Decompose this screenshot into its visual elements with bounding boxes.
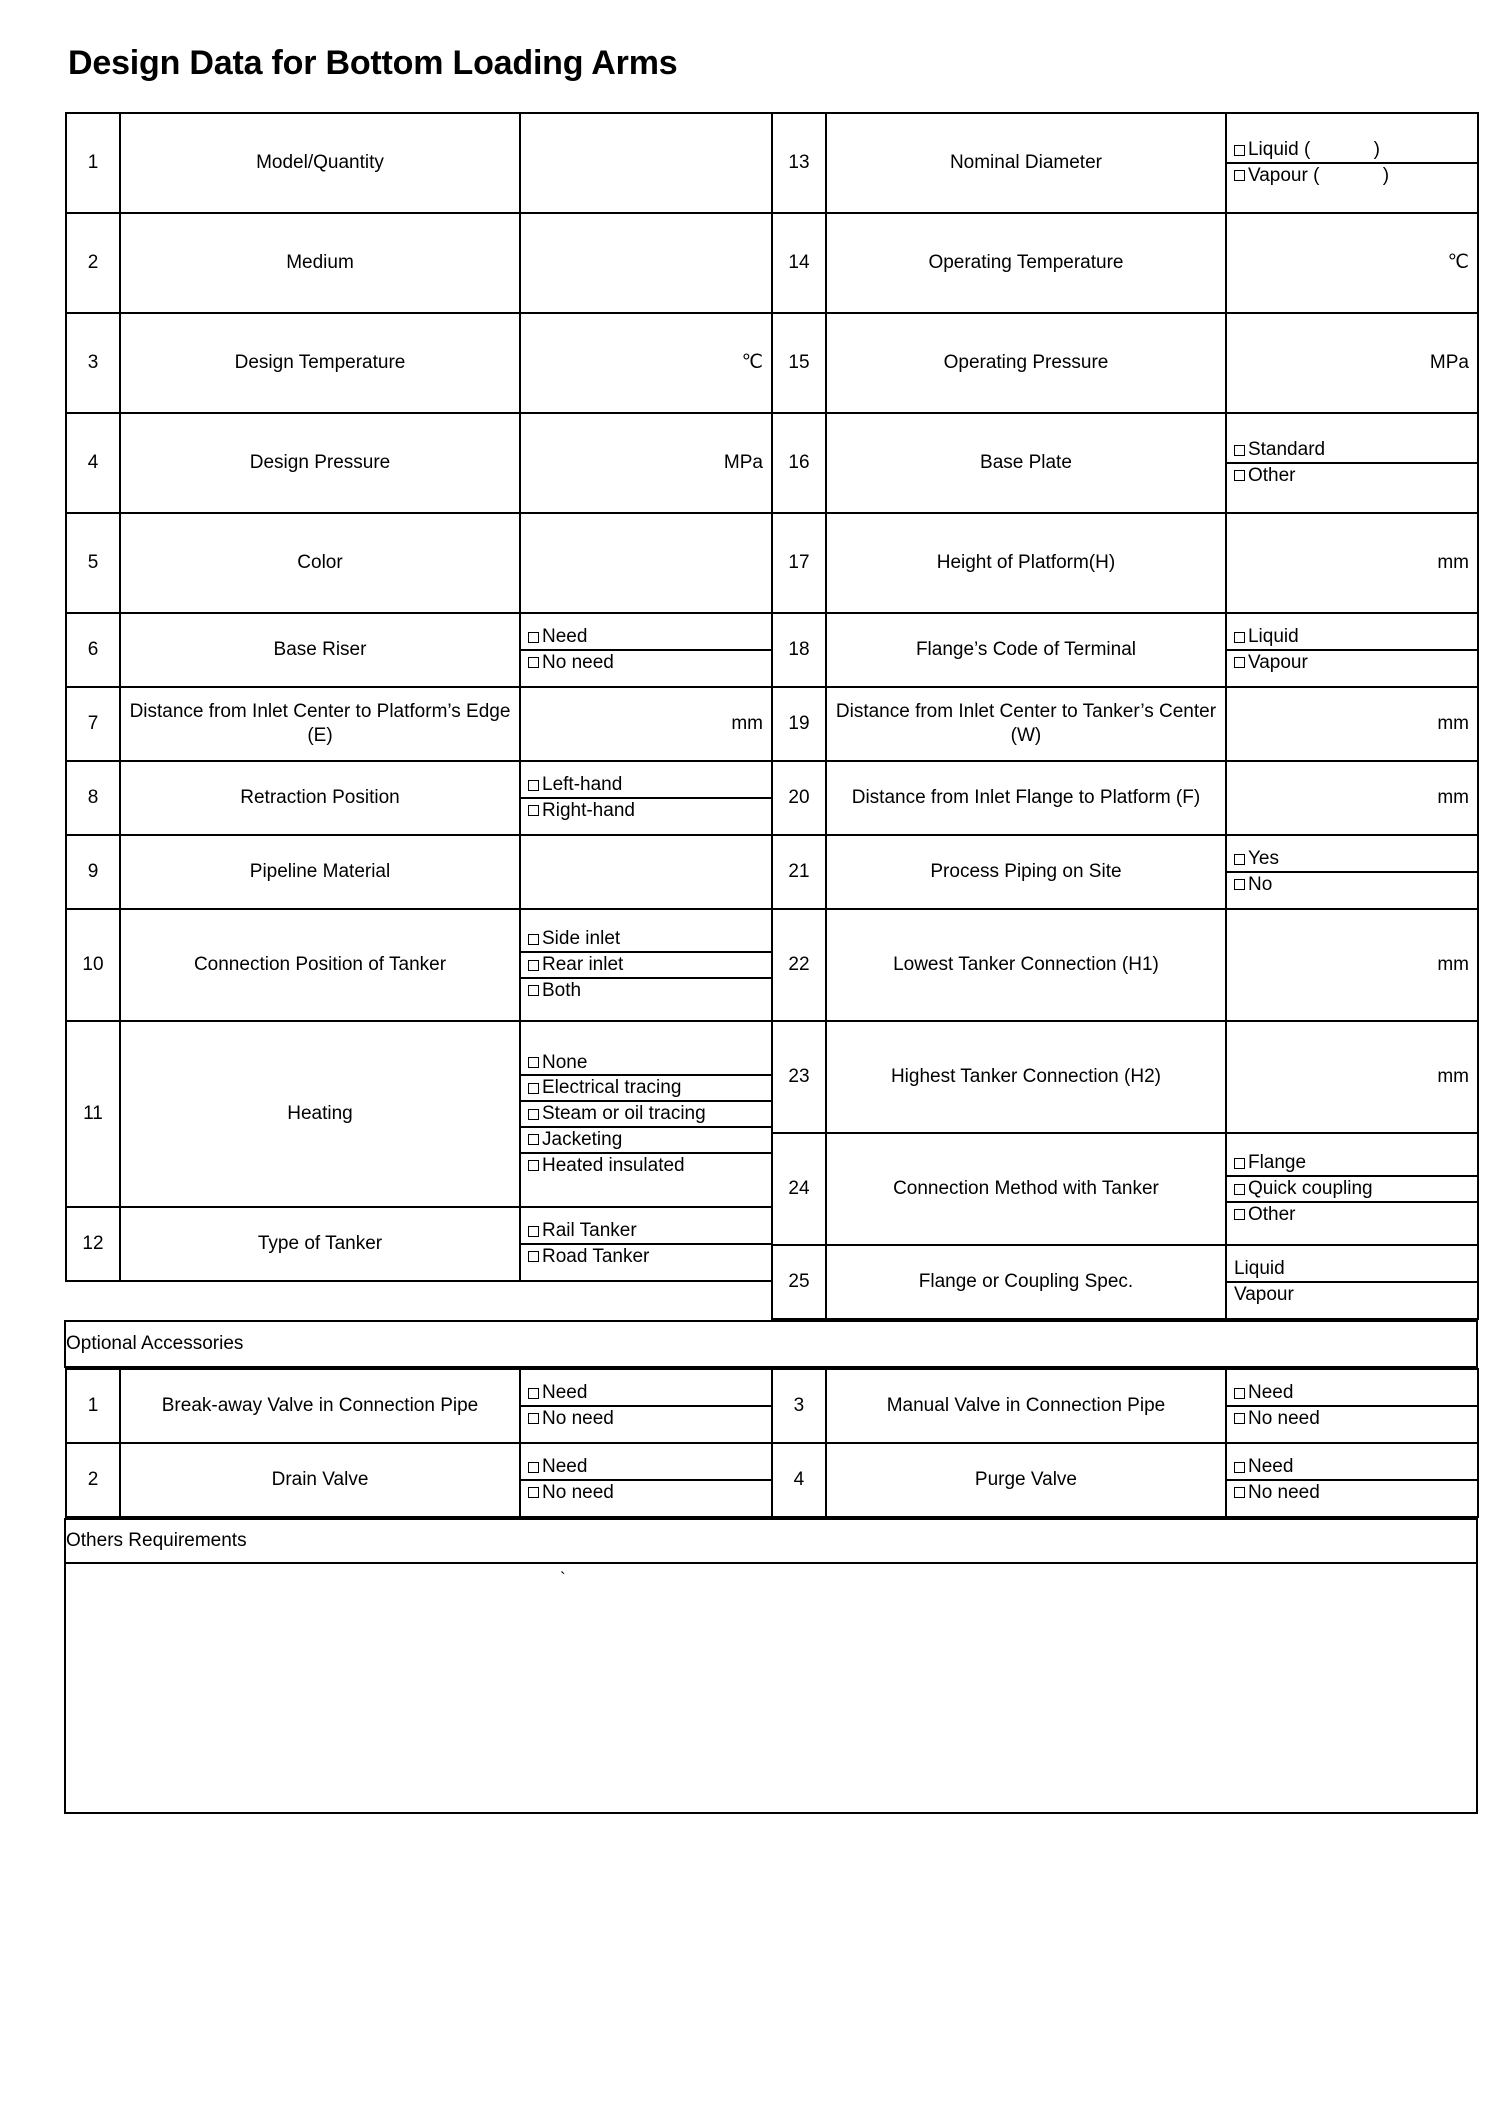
row-number: 5 [66, 513, 120, 613]
others-requirements-text: ` [560, 1569, 566, 1588]
option-label: Other [1247, 1203, 1296, 1225]
accessory-row [772, 1369, 1478, 1443]
row-label: Nominal Diameter [826, 113, 1226, 213]
row-number: 9 [66, 835, 120, 909]
row-value[interactable] [520, 513, 772, 613]
main-block-row [65, 112, 1477, 1321]
option-3[interactable] [521, 979, 771, 1003]
row-label: Flange’s Code of Terminal [826, 613, 1226, 687]
option-label: Rail Tanker [542, 1220, 637, 1242]
option-label: Need [1247, 1382, 1294, 1404]
checkbox-icon[interactable] [1234, 445, 1245, 456]
table-row [66, 413, 772, 513]
row-label: Highest Tanker Connection (H2) [826, 1021, 1226, 1133]
table-row [66, 613, 772, 687]
row-label: Lowest Tanker Connection (H1) [826, 909, 1226, 1021]
option-label: Liquid [1247, 626, 1299, 648]
option-4[interactable] [521, 1128, 771, 1154]
table-row [66, 213, 772, 313]
row-number: 24 [772, 1133, 826, 1245]
row-label: Distance from Inlet Center to Tanker’s Center (W) [826, 687, 1226, 761]
value-field-with-unit[interactable] [521, 451, 771, 475]
row-number: 10 [66, 909, 120, 1021]
row-value[interactable] [520, 213, 772, 313]
checkbox-icon[interactable] [1234, 1462, 1245, 1473]
checkbox-icon[interactable] [1234, 657, 1245, 668]
accessory-number: 3 [772, 1369, 826, 1443]
table-row [772, 313, 1478, 413]
checkbox-icon[interactable] [1234, 879, 1245, 890]
others-requirements-area[interactable] [65, 1563, 1477, 1813]
value-field-with-unit[interactable] [521, 351, 771, 375]
option-2[interactable] [521, 1245, 771, 1269]
option-1[interactable] [521, 927, 771, 953]
option-2[interactable] [521, 1407, 771, 1431]
option-2[interactable] [1227, 873, 1477, 897]
unit-label: ℃ [741, 352, 763, 374]
row-value[interactable] [1226, 213, 1478, 313]
value-field-with-unit[interactable] [1227, 1065, 1477, 1089]
option-group [521, 1219, 771, 1269]
option-label: Side inlet [542, 928, 621, 950]
option-1[interactable] [1227, 1257, 1477, 1283]
row-value[interactable] [520, 1021, 772, 1207]
accessory-value[interactable] [1226, 1443, 1478, 1517]
row-value[interactable] [520, 687, 772, 761]
row-label: Design Temperature [120, 313, 520, 413]
checkbox-icon[interactable] [528, 960, 539, 971]
table-row [66, 1021, 772, 1207]
checkbox-icon[interactable] [1234, 1184, 1245, 1195]
checkbox-icon[interactable] [528, 1413, 539, 1424]
row-number: 12 [66, 1207, 120, 1281]
checkbox-icon[interactable] [1234, 1158, 1245, 1169]
row-value[interactable] [1226, 761, 1478, 835]
row-number: 18 [772, 613, 826, 687]
option-2[interactable] [1227, 1481, 1477, 1505]
table-row [66, 1207, 772, 1281]
option-2[interactable] [521, 651, 771, 675]
accessory-row [772, 1443, 1478, 1517]
checkbox-icon[interactable] [528, 805, 539, 816]
value-field-with-unit[interactable] [1227, 786, 1477, 810]
option-2[interactable] [1227, 1407, 1477, 1431]
checkbox-icon[interactable] [528, 632, 539, 643]
accessory-label: Manual Valve in Connection Pipe [826, 1369, 1226, 1443]
accessory-value[interactable] [520, 1443, 772, 1517]
row-label: Operating Temperature [826, 213, 1226, 313]
table-row [772, 113, 1478, 213]
row-number: 1 [66, 113, 120, 213]
checkbox-icon[interactable] [528, 1388, 539, 1399]
unit-label: mm [1437, 552, 1469, 574]
table-row [772, 761, 1478, 835]
option-label: Flange [1247, 1152, 1307, 1174]
row-label: Heating [120, 1021, 520, 1207]
table-row [66, 835, 772, 909]
option-label: Road Tanker [542, 1246, 650, 1267]
row-label: Pipeline Material [120, 835, 520, 909]
others-heading-row [65, 1519, 1477, 1563]
row-label: Base Riser [120, 613, 520, 687]
row-number: 21 [772, 835, 826, 909]
option-2[interactable] [521, 953, 771, 979]
row-value[interactable] [1226, 1133, 1478, 1245]
accessory-number: 1 [66, 1369, 120, 1443]
checkbox-icon[interactable] [528, 1083, 539, 1094]
row-number: 25 [772, 1245, 826, 1319]
row-value[interactable] [1226, 513, 1478, 613]
checkbox-icon[interactable] [528, 1109, 539, 1120]
row-number: 14 [772, 213, 826, 313]
checkbox-icon[interactable] [528, 1134, 539, 1145]
option-1[interactable] [1227, 625, 1477, 651]
checkbox-icon[interactable] [1234, 854, 1245, 865]
option-label: Rear inlet [542, 954, 624, 976]
unit-label: MPa [1429, 352, 1469, 374]
row-number: 11 [66, 1021, 120, 1207]
option-3[interactable] [521, 1102, 771, 1128]
option-label: Liquid ( ) [1247, 139, 1380, 161]
option-group [1227, 1455, 1477, 1505]
option-1[interactable] [1227, 138, 1477, 164]
checkbox-icon[interactable] [1234, 1209, 1245, 1220]
option-label: None [542, 1051, 588, 1073]
accessories-left-block [65, 1367, 771, 1519]
row-label: Connection Position of Tanker [120, 909, 520, 1021]
row-value[interactable] [1226, 835, 1478, 909]
option-label: Other [1247, 465, 1296, 486]
row-label: Process Piping on Site [826, 835, 1226, 909]
row-number: 13 [772, 113, 826, 213]
option-1[interactable] [521, 625, 771, 651]
row-label: Base Plate [826, 413, 1226, 513]
row-label: Distance from Inlet Center to Platform’s Edge (E) [120, 687, 520, 761]
option-1[interactable] [521, 1455, 771, 1481]
option-group [1227, 1257, 1477, 1307]
option-3[interactable] [1227, 1203, 1477, 1227]
row-label: Height of Platform(H) [826, 513, 1226, 613]
option-2[interactable] [1227, 164, 1477, 188]
row-number: 4 [66, 413, 120, 513]
option-group [521, 927, 771, 1002]
table-row [772, 835, 1478, 909]
value-field-with-unit[interactable] [1227, 953, 1477, 977]
option-2[interactable] [1227, 464, 1477, 488]
checkbox-icon[interactable] [528, 657, 539, 668]
option-label: Heated insulated [542, 1154, 685, 1176]
option-1[interactable] [521, 1051, 771, 1077]
checkbox-icon[interactable] [528, 1462, 539, 1473]
row-value[interactable] [520, 835, 772, 909]
row-value[interactable] [520, 909, 772, 1021]
table-row [772, 1245, 1478, 1319]
checkbox-icon[interactable] [1234, 145, 1245, 156]
option-2[interactable] [521, 1076, 771, 1102]
value-field-with-unit[interactable] [521, 712, 771, 736]
row-value[interactable] [1226, 613, 1478, 687]
others-requirements-heading: Others Requirements [65, 1519, 1477, 1563]
table-row [66, 761, 772, 835]
checkbox-icon[interactable] [1234, 1487, 1245, 1498]
option-1[interactable] [521, 1381, 771, 1407]
row-number: 8 [66, 761, 120, 835]
row-number: 7 [66, 687, 120, 761]
row-value[interactable] [1226, 313, 1478, 413]
row-value[interactable] [520, 1207, 772, 1281]
unit-label: mm [1437, 954, 1469, 976]
option-2[interactable] [521, 799, 771, 823]
option-label: No need [542, 1408, 614, 1429]
option-label: Jacketing [542, 1128, 623, 1150]
accessory-number: 4 [772, 1443, 826, 1517]
option-2[interactable] [1227, 1283, 1477, 1307]
option-label: Right-hand [542, 800, 635, 821]
unit-label: MPa [723, 452, 763, 474]
option-label: Vapour ( ) [1247, 165, 1390, 186]
accessory-row [66, 1443, 772, 1517]
row-label: Connection Method with Tanker [826, 1133, 1226, 1245]
option-1[interactable] [1227, 1381, 1477, 1407]
option-group [521, 1455, 771, 1505]
option-group [521, 1381, 771, 1431]
unit-label: mm [1437, 713, 1469, 735]
checkbox-icon[interactable] [1234, 170, 1245, 181]
accessory-value[interactable] [1226, 1369, 1478, 1443]
option-1[interactable] [1227, 1455, 1477, 1481]
option-1[interactable] [521, 1219, 771, 1245]
option-label: Vapour [1247, 652, 1308, 673]
checkbox-icon[interactable] [528, 1226, 539, 1237]
row-value[interactable] [1226, 1021, 1478, 1133]
row-label: Operating Pressure [826, 313, 1226, 413]
table-row [66, 513, 772, 613]
option-label: Left-hand [542, 774, 623, 796]
unit-label: mm [731, 713, 763, 735]
option-group [521, 625, 771, 675]
table-row [772, 687, 1478, 761]
value-field[interactable] [521, 245, 771, 281]
option-1[interactable] [521, 773, 771, 799]
option-label: Electrical tracing [542, 1077, 682, 1099]
option-label: Need [542, 1456, 588, 1478]
table-row [772, 1133, 1478, 1245]
value-field[interactable] [521, 145, 771, 181]
value-field-with-unit[interactable] [1227, 551, 1477, 575]
row-label: Flange or Coupling Spec. [826, 1245, 1226, 1319]
right-column-block [771, 112, 1477, 1321]
option-label: No [1247, 874, 1273, 895]
row-value[interactable] [520, 613, 772, 687]
checkbox-icon[interactable] [1234, 1388, 1245, 1399]
option-label: Liquid [1233, 1258, 1285, 1280]
unit-label: ℃ [1447, 252, 1469, 274]
value-field-with-unit[interactable] [1227, 251, 1477, 275]
accessory-number: 2 [66, 1443, 120, 1517]
option-1[interactable] [1227, 438, 1477, 464]
option-group [521, 773, 771, 823]
optional-accessories-heading: Optional Accessories [65, 1321, 1477, 1367]
row-label: Design Pressure [120, 413, 520, 513]
checkbox-icon[interactable] [528, 985, 539, 996]
row-number: 6 [66, 613, 120, 687]
table-row [66, 909, 772, 1021]
row-value[interactable] [1226, 413, 1478, 513]
row-number: 17 [772, 513, 826, 613]
others-content-row [65, 1563, 1477, 1813]
row-number: 3 [66, 313, 120, 413]
table-row [772, 513, 1478, 613]
option-1[interactable] [1227, 847, 1477, 873]
accessory-value[interactable] [520, 1369, 772, 1443]
row-number: 23 [772, 1021, 826, 1133]
option-group [521, 1051, 771, 1178]
row-value[interactable] [1226, 687, 1478, 761]
row-label: Model/Quantity [120, 113, 520, 213]
value-field[interactable] [521, 545, 771, 581]
row-label: Type of Tanker [120, 1207, 520, 1281]
checkbox-icon[interactable] [528, 1487, 539, 1498]
row-value[interactable] [520, 413, 772, 513]
option-label: Need [1247, 1456, 1294, 1478]
option-label: Quick coupling [1247, 1178, 1373, 1200]
optional-accessories-row [65, 1367, 1477, 1519]
accessory-label: Drain Valve [120, 1443, 520, 1517]
optional-accessories-heading-row [65, 1321, 1477, 1367]
option-label: Need [542, 1382, 588, 1404]
value-field-with-unit[interactable] [1227, 351, 1477, 375]
row-label: Color [120, 513, 520, 613]
option-label: Yes [1247, 848, 1279, 870]
option-group [1227, 625, 1477, 675]
option-1[interactable] [1227, 1151, 1477, 1177]
design-data-table [64, 112, 1478, 1814]
option-label: Vapour [1233, 1284, 1294, 1305]
value-field[interactable] [521, 854, 771, 890]
table-row [772, 413, 1478, 513]
accessory-label: Break-away Valve in Connection Pipe [120, 1369, 520, 1443]
option-label: No need [1247, 1408, 1320, 1429]
table-row [772, 1021, 1478, 1133]
option-group [1227, 1151, 1477, 1226]
table-row [66, 313, 772, 413]
row-value[interactable] [520, 113, 772, 213]
row-label: Distance from Inlet Flange to Platform (F) [826, 761, 1226, 835]
unit-label: mm [1437, 1066, 1469, 1088]
option-group [1227, 438, 1477, 488]
option-label: Standard [1247, 439, 1326, 461]
row-label: Retraction Position [120, 761, 520, 835]
table-row [772, 213, 1478, 313]
row-number: 19 [772, 687, 826, 761]
row-value[interactable] [1226, 909, 1478, 1021]
checkbox-icon[interactable] [528, 1057, 539, 1068]
checkbox-icon[interactable] [1234, 1413, 1245, 1424]
option-label: Steam or oil tracing [542, 1103, 706, 1125]
table-row [66, 113, 772, 213]
row-number: 22 [772, 909, 826, 1021]
row-value[interactable] [520, 761, 772, 835]
accessories-right-block [771, 1367, 1477, 1519]
option-label: Both [542, 979, 582, 1001]
row-label: Medium [120, 213, 520, 313]
table-row [772, 909, 1478, 1021]
table-row [772, 613, 1478, 687]
checkbox-icon[interactable] [1234, 632, 1245, 643]
option-group [1227, 847, 1477, 897]
checkbox-icon[interactable] [528, 934, 539, 945]
unit-label: mm [1437, 787, 1469, 809]
option-label: No need [542, 652, 614, 673]
row-value[interactable] [520, 313, 772, 413]
page-title: Design Data for Bottom Loading Arms [68, 44, 678, 82]
left-column-block [65, 112, 771, 1321]
value-field-with-unit[interactable] [1227, 712, 1477, 736]
row-number: 15 [772, 313, 826, 413]
accessory-row [66, 1369, 772, 1443]
row-number: 20 [772, 761, 826, 835]
option-label: No need [1247, 1482, 1320, 1503]
checkbox-icon[interactable] [528, 1160, 539, 1171]
option-group [1227, 1381, 1477, 1431]
option-group [1227, 138, 1477, 188]
option-label: No need [542, 1482, 614, 1503]
checkbox-icon[interactable] [1234, 470, 1245, 481]
table-row [66, 687, 772, 761]
checkbox-icon[interactable] [528, 780, 539, 791]
option-2[interactable] [521, 1481, 771, 1505]
option-2[interactable] [1227, 651, 1477, 675]
row-number: 16 [772, 413, 826, 513]
checkbox-icon[interactable] [528, 1251, 539, 1262]
option-label: Need [542, 626, 588, 648]
row-value[interactable] [1226, 113, 1478, 213]
accessory-label: Purge Valve [826, 1443, 1226, 1517]
option-2[interactable] [1227, 1177, 1477, 1203]
option-5[interactable] [521, 1154, 771, 1178]
row-value[interactable] [1226, 1245, 1478, 1319]
row-number: 2 [66, 213, 120, 313]
